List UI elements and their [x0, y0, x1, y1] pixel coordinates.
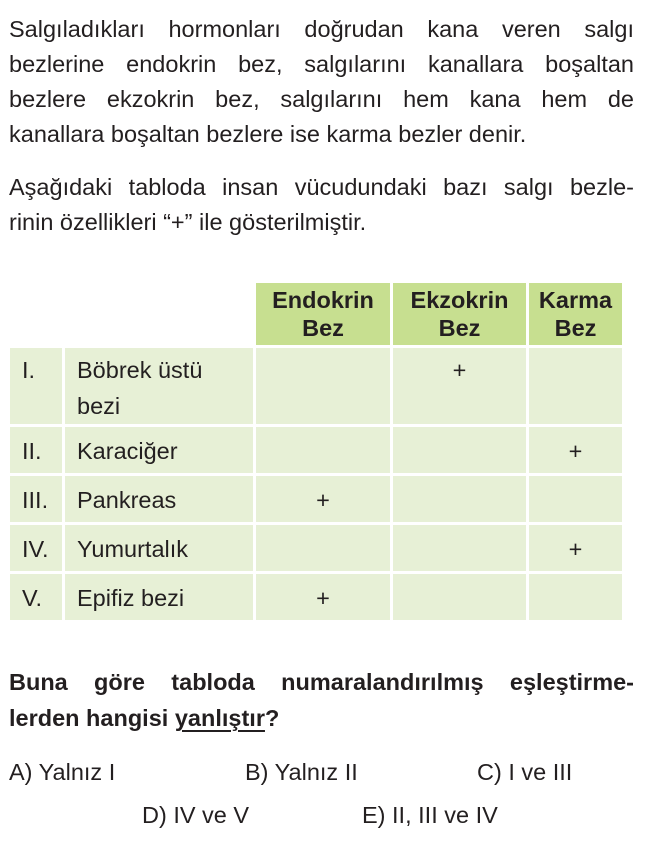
question-prefix: lerden hangisi	[9, 705, 175, 731]
row-gland-name: Karaciğer	[65, 427, 253, 473]
cell-ekzokrin	[393, 427, 526, 473]
cell-ekzokrin: +	[393, 348, 526, 424]
header-karma	[529, 283, 622, 345]
header-endokrin-line1: Endokrin	[272, 287, 374, 313]
header-endokrin-line2: Bez	[302, 315, 344, 341]
cell-ekzokrin	[393, 525, 526, 571]
table-row	[10, 348, 622, 424]
option-e[interactable]: E) II, III ve IV	[362, 802, 498, 828]
row-number: IV.	[10, 525, 62, 571]
row-number: I.	[10, 348, 62, 424]
cell-endokrin	[256, 525, 390, 571]
cell-endokrin: +	[256, 574, 390, 620]
row-number: V.	[10, 574, 62, 620]
header-ekzokrin	[393, 283, 526, 345]
cell-karma	[529, 476, 622, 522]
option-a[interactable]: A) Yalnız I	[9, 759, 116, 785]
option-d[interactable]: D) IV ve V	[142, 802, 250, 828]
question-line: Buna göre tabloda numaralandırılmış eşleştirme-	[9, 669, 634, 695]
row-gland-name	[65, 348, 253, 424]
table-intro-line: Aşağıdaki tabloda insan vücudundaki bazı salgı bezle-	[9, 174, 634, 200]
row-gland-name: Pankreas	[65, 476, 253, 522]
question-line	[9, 700, 634, 736]
question-emphasis: yanlıştır	[174, 705, 265, 731]
option-b[interactable]: B) Yalnız II	[245, 759, 358, 785]
cell-karma: +	[529, 427, 622, 473]
row-gland-name: Epifiz bezi	[65, 574, 253, 620]
cell-karma	[529, 574, 622, 620]
header-endokrin	[256, 283, 390, 345]
table-header-row	[10, 283, 622, 345]
intro-paragraph	[9, 12, 634, 152]
cell-endokrin	[256, 348, 390, 424]
cell-karma: +	[529, 525, 622, 571]
row-gland-name: Yumurtalık	[65, 525, 253, 571]
intro-line: bezlere ekzokrin bez, salgılarını hem kana hem de	[9, 86, 634, 112]
question-stem	[9, 664, 634, 736]
table-row	[10, 476, 622, 522]
intro-line: bezlerine endokrin bez, salgılarını kanallara boşaltan	[9, 51, 634, 77]
option-c[interactable]: C) I ve III	[477, 759, 573, 785]
row-gland-name-line: bezi	[77, 393, 121, 419]
cell-endokrin	[256, 427, 390, 473]
header-karma-line1: Karma	[538, 287, 613, 313]
table-row	[10, 427, 622, 473]
header-blank-cell	[10, 283, 253, 345]
gland-table	[7, 280, 625, 623]
row-number: III.	[10, 476, 62, 522]
table-row	[10, 525, 622, 571]
cell-ekzokrin	[393, 476, 526, 522]
table-intro-paragraph	[9, 170, 634, 240]
cell-karma	[529, 348, 622, 424]
table-row	[10, 574, 622, 620]
cell-endokrin: +	[256, 476, 390, 522]
table-intro-line: rinin özellikleri “+” ile gösterilmiştir.	[9, 209, 367, 235]
intro-line: kanallara boşaltan bezlere ise karma bezler denir.	[9, 121, 527, 147]
header-ekzokrin-line2: Bez	[438, 315, 481, 341]
row-number: II.	[10, 427, 62, 473]
header-karma-line2: Bez	[554, 315, 597, 341]
cell-ekzokrin	[393, 574, 526, 620]
intro-line: Salgıladıkları hormonları doğrudan kana veren salgı	[9, 16, 634, 42]
row-gland-name-line: Böbrek üstü	[77, 357, 203, 383]
question-suffix: ?	[264, 705, 280, 731]
header-ekzokrin-line1: Ekzokrin	[410, 287, 509, 313]
